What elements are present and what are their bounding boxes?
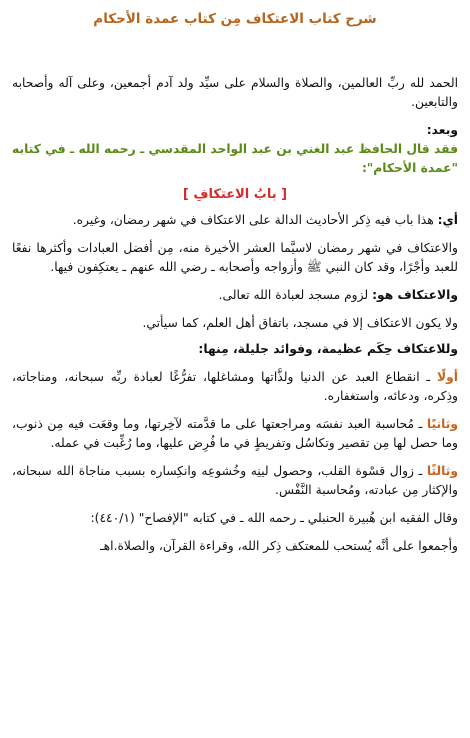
paragraph-ibn-hubayra: وقال الفقيه ابن هُبيرة الحنبلي ـ رحمه الله ـ في كتابه "الإفصاح" (٤٤٠/١): <box>90 511 458 525</box>
paragraph-itikaf-ramadan: والاعتكاف في شهر رمضان لاسيَّما العشر الأخيرة منه، مِن أفضل العبادات وأكثرها نفعًا للعبد وأجْرًا، وقد كان النبي ﷺ وأزواجه وأصحابه ـ رضي الله عنهم ـ يعتكِفون فيها. <box>12 241 458 274</box>
point-2-text: ـ مُحاسبة العبد نفسَه ومراجعتها على ما قدَّمته لآخِرتها، وما وقعَت فيه مِن ذنوب، وما حصل لها مِن تقصير وتكاسُل وتفريطٍ في ما فُرِض عليها، وما رُغِّبت في عمله. <box>12 417 458 450</box>
paragraph-ay <box>12 211 458 230</box>
paragraph-masjid: ولا يكون الاعتكاف إلا في مسجد، باتفاق أهل العلم، كما سيأتي. <box>142 316 458 330</box>
quote-line: فقد قال الحافظ عبد الغني بن عبد الواحد المقدسي ـ رحمه الله ـ في كتابه "عمدة الأحكام": <box>12 142 458 175</box>
paragraph-hikam: وللاعتكاف حِكَم عظيمة، وفوائد جليلة، مِنها: <box>198 342 458 356</box>
wa-baad-heading: وبعد: <box>426 123 458 137</box>
chapter-heading: [ بابُ الاعتكافِ ] <box>182 187 288 202</box>
definition-text: لزوم مسجد لعبادة الله تعالى. <box>218 288 373 302</box>
point-2-label: وثانيًا <box>426 417 458 431</box>
page-title: شرح كتاب الاعتكاف مِن كتاب عمدة الأحكام <box>93 11 377 27</box>
point-1-label: أولًا <box>436 370 458 384</box>
point-2 <box>12 415 458 453</box>
point-1-text: ـ انقطاع العبد عن الدنيا ولذَّاتها ومشاغلها، تفرُّغًا لعبادة ربِّه سبحانه، ومناجاته، وذِكره، ودعائه، واستغفاره. <box>12 370 458 403</box>
point-1 <box>12 368 458 406</box>
paragraph-ajmaou: وأجمعوا على أنَّه يُستحب للمعتكف ذِكر الله، وقراءة القرآن، والصلاة.اهـ <box>100 539 458 553</box>
point-3-label: وثالثًا <box>426 464 458 478</box>
paragraph-ay-text: هذا باب فيه ذِكر الأحاديث الدالة على الاعتكاف في شهر رمضان، وغيره. <box>72 213 438 227</box>
intro-paragraph: الحمد لله ربِّ العالمين، والصلاة والسلام على سيِّد ولد آدم أجمعين، وعلى آله وأصحابه والتابعين. <box>12 76 458 109</box>
paragraph-definition <box>12 286 458 305</box>
point-3 <box>12 462 458 500</box>
definition-label: والاعتكاف هو: <box>372 288 458 302</box>
point-3-text: ـ زوال قسْوة القلب، وحصول لينِه وخُشوعِه وانكِساره بسبب مناجاة الله سبحانه، والإكثار مِن عبادته، ومُحاسبة النَّفْس. <box>12 464 458 497</box>
paragraph-ay-label: أي: <box>437 213 458 227</box>
